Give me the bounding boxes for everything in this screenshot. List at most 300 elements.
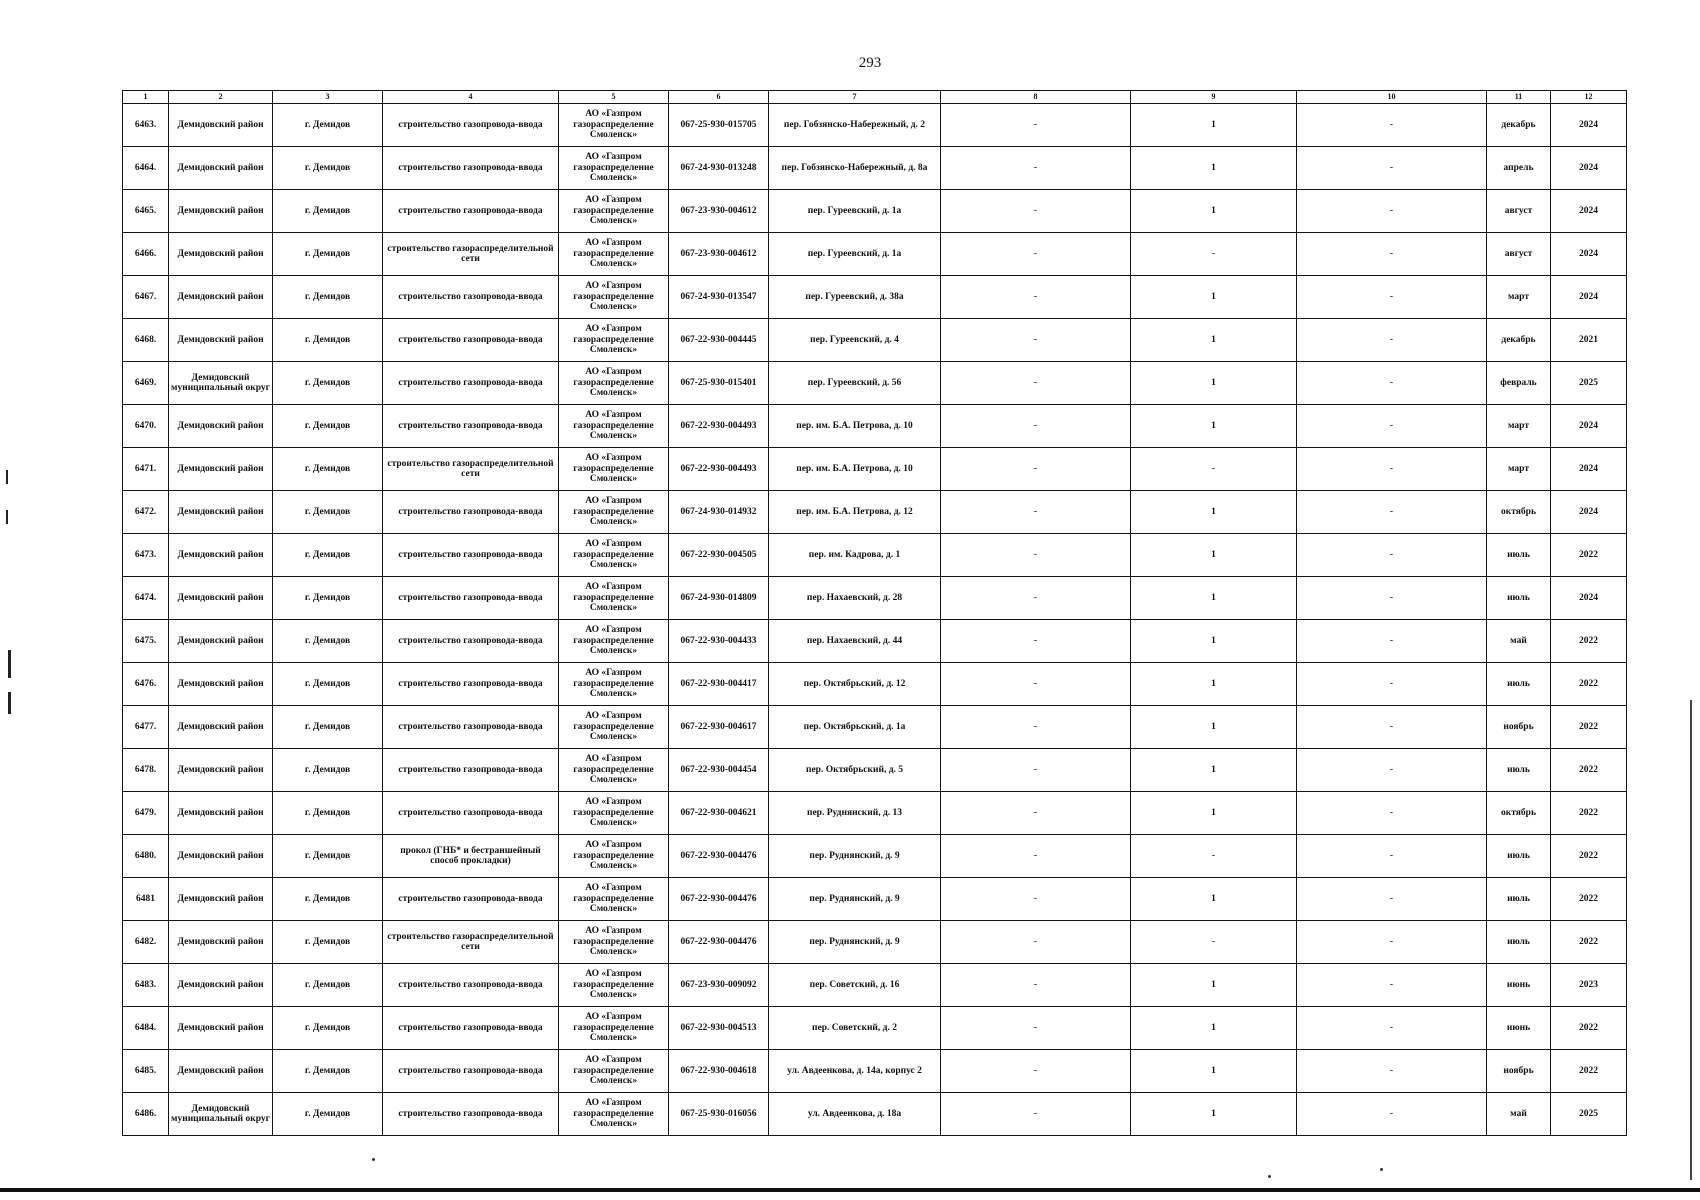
address-cell: пер. Гуреевский, д. 38а [769, 276, 941, 319]
month-cell: май [1487, 1093, 1551, 1136]
column-number-row [123, 91, 1627, 104]
city-cell: г. Демидов [273, 1050, 383, 1093]
code-cell: 067-22-930-004417 [669, 663, 769, 706]
district-cell: Демидовский район [169, 147, 273, 190]
row-number: 6468. [123, 319, 169, 362]
table-row [123, 749, 1627, 792]
organization-cell: АО «Газпром газораспределение Смоленск» [559, 663, 669, 706]
column-9-cell: 1 [1131, 405, 1297, 448]
city-cell: г. Демидов [273, 620, 383, 663]
column-9-cell: 1 [1131, 749, 1297, 792]
organization-cell: АО «Газпром газораспределение Смоленск» [559, 835, 669, 878]
month-cell: март [1487, 276, 1551, 319]
table-row [123, 663, 1627, 706]
city-cell: г. Демидов [273, 276, 383, 319]
column-10-cell: - [1297, 964, 1487, 1007]
year-cell: 2022 [1551, 663, 1627, 706]
column-8-cell: - [941, 362, 1131, 405]
row-number: 6484. [123, 1007, 169, 1050]
address-cell: пер. Гобзянско-Набережный, д. 8а [769, 147, 941, 190]
column-10-cell: - [1297, 448, 1487, 491]
year-cell: 2024 [1551, 405, 1627, 448]
organization-cell: АО «Газпром газораспределение Смоленск» [559, 405, 669, 448]
column-9-cell: 1 [1131, 663, 1297, 706]
work-type-cell: строительство газораспределительной сети [383, 921, 559, 964]
table-row [123, 491, 1627, 534]
column-10-cell: - [1297, 534, 1487, 577]
organization-cell: АО «Газпром газораспределение Смоленск» [559, 1007, 669, 1050]
table-row [123, 190, 1627, 233]
column-9-cell: 1 [1131, 1007, 1297, 1050]
table-row [123, 405, 1627, 448]
district-cell: Демидовский район [169, 1007, 273, 1050]
row-number: 6467. [123, 276, 169, 319]
month-cell: июль [1487, 878, 1551, 921]
year-cell: 2022 [1551, 835, 1627, 878]
column-10-cell: - [1297, 1050, 1487, 1093]
scan-mark [8, 692, 11, 714]
column-8-cell: - [941, 1050, 1131, 1093]
row-number: 6474. [123, 577, 169, 620]
month-cell: июль [1487, 534, 1551, 577]
work-type-cell: строительство газопровода-ввода [383, 491, 559, 534]
organization-cell: АО «Газпром газораспределение Смоленск» [559, 792, 669, 835]
year-cell: 2022 [1551, 792, 1627, 835]
organization-cell: АО «Газпром газораспределение Смоленск» [559, 362, 669, 405]
address-cell: пер. Октябрьский, д. 1а [769, 706, 941, 749]
month-cell: июль [1487, 749, 1551, 792]
month-cell: октябрь [1487, 792, 1551, 835]
year-cell: 2022 [1551, 706, 1627, 749]
organization-cell: АО «Газпром газораспределение Смоленск» [559, 964, 669, 1007]
district-cell: Демидовский район [169, 448, 273, 491]
scan-mark [6, 510, 8, 524]
scan-mark [6, 470, 8, 484]
district-cell: Демидовский район [169, 276, 273, 319]
city-cell: г. Демидов [273, 792, 383, 835]
page-number: 293 [858, 55, 882, 71]
organization-cell: АО «Газпром газораспределение Смоленск» [559, 104, 669, 147]
address-cell: пер. Советский, д. 16 [769, 964, 941, 1007]
city-cell: г. Демидов [273, 749, 383, 792]
code-cell: 067-22-930-004476 [669, 878, 769, 921]
city-cell: г. Демидов [273, 835, 383, 878]
col-number: 9 [1131, 91, 1297, 104]
column-10-cell: - [1297, 921, 1487, 964]
column-9-cell: 1 [1131, 1050, 1297, 1093]
code-cell: 067-24-930-014932 [669, 491, 769, 534]
column-10-cell: - [1297, 233, 1487, 276]
scan-mark [8, 650, 11, 678]
column-9-cell: 1 [1131, 706, 1297, 749]
city-cell: г. Демидов [273, 964, 383, 1007]
table-row [123, 792, 1627, 835]
code-cell: 067-22-930-004513 [669, 1007, 769, 1050]
year-cell: 2022 [1551, 620, 1627, 663]
address-cell: ул. Авдеенкова, д. 14а, корпус 2 [769, 1050, 941, 1093]
year-cell: 2024 [1551, 233, 1627, 276]
month-cell: октябрь [1487, 491, 1551, 534]
column-10-cell: - [1297, 104, 1487, 147]
address-cell: пер. Октябрьский, д. 5 [769, 749, 941, 792]
col-number: 10 [1297, 91, 1487, 104]
code-cell: 067-22-930-004617 [669, 706, 769, 749]
month-cell: декабрь [1487, 104, 1551, 147]
scan-edge [1690, 700, 1692, 1180]
table-row [123, 233, 1627, 276]
address-cell: ул. Авдеенкова, д. 18а [769, 1093, 941, 1136]
row-number: 6478. [123, 749, 169, 792]
city-cell: г. Демидов [273, 577, 383, 620]
year-cell: 2021 [1551, 319, 1627, 362]
column-10-cell: - [1297, 362, 1487, 405]
col-number: 11 [1487, 91, 1551, 104]
column-10-cell: - [1297, 491, 1487, 534]
table-body [123, 91, 1627, 1136]
work-type-cell: строительство газопровода-ввода [383, 749, 559, 792]
city-cell: г. Демидов [273, 878, 383, 921]
bottom-rule [0, 1188, 1700, 1192]
work-type-cell: строительство газопровода-ввода [383, 1050, 559, 1093]
month-cell: август [1487, 190, 1551, 233]
city-cell: г. Демидов [273, 663, 383, 706]
year-cell: 2024 [1551, 147, 1627, 190]
code-cell: 067-22-930-004621 [669, 792, 769, 835]
column-10-cell: - [1297, 1093, 1487, 1136]
code-cell: 067-22-930-004505 [669, 534, 769, 577]
code-cell: 067-22-930-004493 [669, 405, 769, 448]
work-type-cell: строительство газопровода-ввода [383, 964, 559, 1007]
address-cell: пер. Руднянский, д. 9 [769, 878, 941, 921]
col-number: 12 [1551, 91, 1627, 104]
organization-cell: АО «Газпром газораспределение Смоленск» [559, 620, 669, 663]
district-cell: Демидовский район [169, 491, 273, 534]
month-cell: июнь [1487, 1007, 1551, 1050]
table-row [123, 104, 1627, 147]
column-9-cell: 1 [1131, 1093, 1297, 1136]
district-cell: Демидовский район [169, 319, 273, 362]
month-cell: март [1487, 448, 1551, 491]
work-type-cell: прокол (ГНБ* и бестраншейный способ прокладки) [383, 835, 559, 878]
table-row [123, 362, 1627, 405]
table-row [123, 878, 1627, 921]
row-number: 6472. [123, 491, 169, 534]
work-type-cell: строительство газопровода-ввода [383, 362, 559, 405]
col-number: 7 [769, 91, 941, 104]
column-9-cell: 1 [1131, 792, 1297, 835]
year-cell: 2025 [1551, 362, 1627, 405]
city-cell: г. Демидов [273, 1007, 383, 1050]
row-number: 6482. [123, 921, 169, 964]
code-cell: 067-25-930-016056 [669, 1093, 769, 1136]
column-10-cell: - [1297, 276, 1487, 319]
district-cell: Демидовский район [169, 1050, 273, 1093]
column-8-cell: - [941, 663, 1131, 706]
organization-cell: АО «Газпром газораспределение Смоленск» [559, 319, 669, 362]
table-row [123, 835, 1627, 878]
district-cell: Демидовский муниципальный округ [169, 1093, 273, 1136]
code-cell: 067-22-930-004476 [669, 921, 769, 964]
city-cell: г. Демидов [273, 190, 383, 233]
column-10-cell: - [1297, 663, 1487, 706]
city-cell: г. Демидов [273, 319, 383, 362]
month-cell: март [1487, 405, 1551, 448]
column-8-cell: - [941, 491, 1131, 534]
table-row [123, 276, 1627, 319]
month-cell: июль [1487, 577, 1551, 620]
work-type-cell: строительство газопровода-ввода [383, 792, 559, 835]
year-cell: 2022 [1551, 878, 1627, 921]
year-cell: 2022 [1551, 749, 1627, 792]
column-8-cell: - [941, 405, 1131, 448]
organization-cell: АО «Газпром газораспределение Смоленск» [559, 233, 669, 276]
address-cell: пер. Гуреевский, д. 1а [769, 190, 941, 233]
month-cell: июль [1487, 921, 1551, 964]
column-8-cell: - [941, 878, 1131, 921]
row-number: 6470. [123, 405, 169, 448]
column-9-cell: - [1131, 835, 1297, 878]
column-8-cell: - [941, 276, 1131, 319]
month-cell: ноябрь [1487, 1050, 1551, 1093]
row-number: 6476. [123, 663, 169, 706]
district-cell: Демидовский район [169, 104, 273, 147]
work-type-cell: строительство газораспределительной сети [383, 233, 559, 276]
scan-dot [372, 1158, 375, 1161]
month-cell: февраль [1487, 362, 1551, 405]
col-number: 4 [383, 91, 559, 104]
column-9-cell: - [1131, 921, 1297, 964]
work-type-cell: строительство газораспределительной сети [383, 448, 559, 491]
column-9-cell: 1 [1131, 620, 1297, 663]
row-number: 6465. [123, 190, 169, 233]
work-type-cell: строительство газопровода-ввода [383, 878, 559, 921]
column-8-cell: - [941, 534, 1131, 577]
row-number: 6479. [123, 792, 169, 835]
column-10-cell: - [1297, 792, 1487, 835]
table-row [123, 534, 1627, 577]
district-cell: Демидовский район [169, 620, 273, 663]
city-cell: г. Демидов [273, 491, 383, 534]
column-10-cell: - [1297, 147, 1487, 190]
column-10-cell: - [1297, 706, 1487, 749]
month-cell: апрель [1487, 147, 1551, 190]
year-cell: 2024 [1551, 491, 1627, 534]
organization-cell: АО «Газпром газораспределение Смоленск» [559, 577, 669, 620]
city-cell: г. Демидов [273, 104, 383, 147]
year-cell: 2022 [1551, 1050, 1627, 1093]
month-cell: июль [1487, 663, 1551, 706]
table-row [123, 921, 1627, 964]
column-8-cell: - [941, 620, 1131, 663]
column-9-cell: 1 [1131, 491, 1297, 534]
column-8-cell: - [941, 1093, 1131, 1136]
district-cell: Демидовский район [169, 577, 273, 620]
district-cell: Демидовский район [169, 792, 273, 835]
organization-cell: АО «Газпром газораспределение Смоленск» [559, 878, 669, 921]
column-10-cell: - [1297, 577, 1487, 620]
district-cell: Демидовский район [169, 706, 273, 749]
work-type-cell: строительство газопровода-ввода [383, 706, 559, 749]
work-type-cell: строительство газопровода-ввода [383, 1093, 559, 1136]
work-type-cell: строительство газопровода-ввода [383, 534, 559, 577]
table-row [123, 1050, 1627, 1093]
work-type-cell: строительство газопровода-ввода [383, 1007, 559, 1050]
table-row [123, 964, 1627, 1007]
address-cell: пер. Октябрьский, д. 12 [769, 663, 941, 706]
organization-cell: АО «Газпром газораспределение Смоленск» [559, 534, 669, 577]
column-9-cell: 1 [1131, 190, 1297, 233]
city-cell: г. Демидов [273, 921, 383, 964]
address-cell: пер. Гобзянско-Набережный, д. 2 [769, 104, 941, 147]
column-9-cell: - [1131, 233, 1297, 276]
column-9-cell: 1 [1131, 534, 1297, 577]
organization-cell: АО «Газпром газораспределение Смоленск» [559, 706, 669, 749]
address-cell: пер. Гуреевский, д. 1а [769, 233, 941, 276]
row-number: 6471. [123, 448, 169, 491]
col-number: 1 [123, 91, 169, 104]
table-row [123, 319, 1627, 362]
city-cell: г. Демидов [273, 534, 383, 577]
organization-cell: АО «Газпром газораспределение Смоленск» [559, 749, 669, 792]
column-8-cell: - [941, 749, 1131, 792]
column-9-cell: 1 [1131, 104, 1297, 147]
organization-cell: АО «Газпром газораспределение Смоленск» [559, 147, 669, 190]
row-number: 6473. [123, 534, 169, 577]
year-cell: 2024 [1551, 577, 1627, 620]
column-10-cell: - [1297, 749, 1487, 792]
address-cell: пер. Гуреевский, д. 56 [769, 362, 941, 405]
table-row [123, 577, 1627, 620]
column-8-cell: - [941, 448, 1131, 491]
row-number: 6475. [123, 620, 169, 663]
column-10-cell: - [1297, 620, 1487, 663]
column-8-cell: - [941, 964, 1131, 1007]
column-8-cell: - [941, 319, 1131, 362]
city-cell: г. Демидов [273, 405, 383, 448]
district-cell: Демидовский район [169, 878, 273, 921]
district-cell: Демидовский район [169, 921, 273, 964]
column-8-cell: - [941, 706, 1131, 749]
city-cell: г. Демидов [273, 706, 383, 749]
month-cell: июль [1487, 835, 1551, 878]
table-row [123, 706, 1627, 749]
row-number: 6481 [123, 878, 169, 921]
city-cell: г. Демидов [273, 362, 383, 405]
year-cell: 2024 [1551, 448, 1627, 491]
row-number: 6469. [123, 362, 169, 405]
column-9-cell: 1 [1131, 147, 1297, 190]
column-9-cell: 1 [1131, 878, 1297, 921]
address-cell: пер. Советский, д. 2 [769, 1007, 941, 1050]
column-8-cell: - [941, 835, 1131, 878]
organization-cell: АО «Газпром газораспределение Смоленск» [559, 448, 669, 491]
scan-dot [1268, 1175, 1271, 1178]
row-number: 6485. [123, 1050, 169, 1093]
address-cell: пер. Руднянский, д. 13 [769, 792, 941, 835]
row-number: 6464. [123, 147, 169, 190]
district-cell: Демидовский район [169, 663, 273, 706]
column-9-cell: 1 [1131, 362, 1297, 405]
district-cell: Демидовский район [169, 835, 273, 878]
year-cell: 2022 [1551, 921, 1627, 964]
address-cell: пер. Руднянский, д. 9 [769, 835, 941, 878]
column-8-cell: - [941, 233, 1131, 276]
month-cell: август [1487, 233, 1551, 276]
scan-dot [1380, 1168, 1383, 1171]
district-cell: Демидовский муниципальный округ [169, 362, 273, 405]
code-cell: 067-24-930-013547 [669, 276, 769, 319]
code-cell: 067-25-930-015705 [669, 104, 769, 147]
code-cell: 067-22-930-004476 [669, 835, 769, 878]
organization-cell: АО «Газпром газораспределение Смоленск» [559, 1050, 669, 1093]
city-cell: г. Демидов [273, 147, 383, 190]
work-type-cell: строительство газопровода-ввода [383, 663, 559, 706]
district-cell: Демидовский район [169, 964, 273, 1007]
code-cell: 067-23-930-004612 [669, 233, 769, 276]
column-8-cell: - [941, 190, 1131, 233]
column-8-cell: - [941, 792, 1131, 835]
organization-cell: АО «Газпром газораспределение Смоленск» [559, 491, 669, 534]
code-cell: 067-23-930-004612 [669, 190, 769, 233]
row-number: 6486. [123, 1093, 169, 1136]
column-10-cell: - [1297, 835, 1487, 878]
table-row [123, 147, 1627, 190]
column-9-cell: 1 [1131, 276, 1297, 319]
district-cell: Демидовский район [169, 190, 273, 233]
year-cell: 2024 [1551, 190, 1627, 233]
register-table [122, 90, 1627, 1136]
month-cell: ноябрь [1487, 706, 1551, 749]
row-number: 6466. [123, 233, 169, 276]
address-cell: пер. им. Б.А. Петрова, д. 10 [769, 405, 941, 448]
column-9-cell: 1 [1131, 577, 1297, 620]
code-cell: 067-24-930-014809 [669, 577, 769, 620]
city-cell: г. Демидов [273, 1093, 383, 1136]
address-cell: пер. им. Б.А. Петрова, д. 12 [769, 491, 941, 534]
table-row [123, 1007, 1627, 1050]
organization-cell: АО «Газпром газораспределение Смоленск» [559, 190, 669, 233]
column-10-cell: - [1297, 190, 1487, 233]
column-8-cell: - [941, 577, 1131, 620]
column-8-cell: - [941, 921, 1131, 964]
row-number: 6480. [123, 835, 169, 878]
work-type-cell: строительство газопровода-ввода [383, 319, 559, 362]
organization-cell: АО «Газпром газораспределение Смоленск» [559, 921, 669, 964]
year-cell: 2022 [1551, 534, 1627, 577]
row-number: 6463. [123, 104, 169, 147]
table-row [123, 448, 1627, 491]
month-cell: июнь [1487, 964, 1551, 1007]
city-cell: г. Демидов [273, 448, 383, 491]
col-number: 6 [669, 91, 769, 104]
work-type-cell: строительство газопровода-ввода [383, 405, 559, 448]
column-9-cell: - [1131, 448, 1297, 491]
address-cell: пер. Гуреевский, д. 4 [769, 319, 941, 362]
table-row [123, 620, 1627, 663]
col-number: 3 [273, 91, 383, 104]
code-cell: 067-22-930-004445 [669, 319, 769, 362]
code-cell: 067-22-930-004618 [669, 1050, 769, 1093]
district-cell: Демидовский район [169, 749, 273, 792]
year-cell: 2024 [1551, 104, 1627, 147]
code-cell: 067-25-930-015401 [669, 362, 769, 405]
code-cell: 067-22-930-004433 [669, 620, 769, 663]
district-cell: Демидовский район [169, 534, 273, 577]
code-cell: 067-23-930-009092 [669, 964, 769, 1007]
city-cell: г. Демидов [273, 233, 383, 276]
col-number: 5 [559, 91, 669, 104]
work-type-cell: строительство газопровода-ввода [383, 577, 559, 620]
